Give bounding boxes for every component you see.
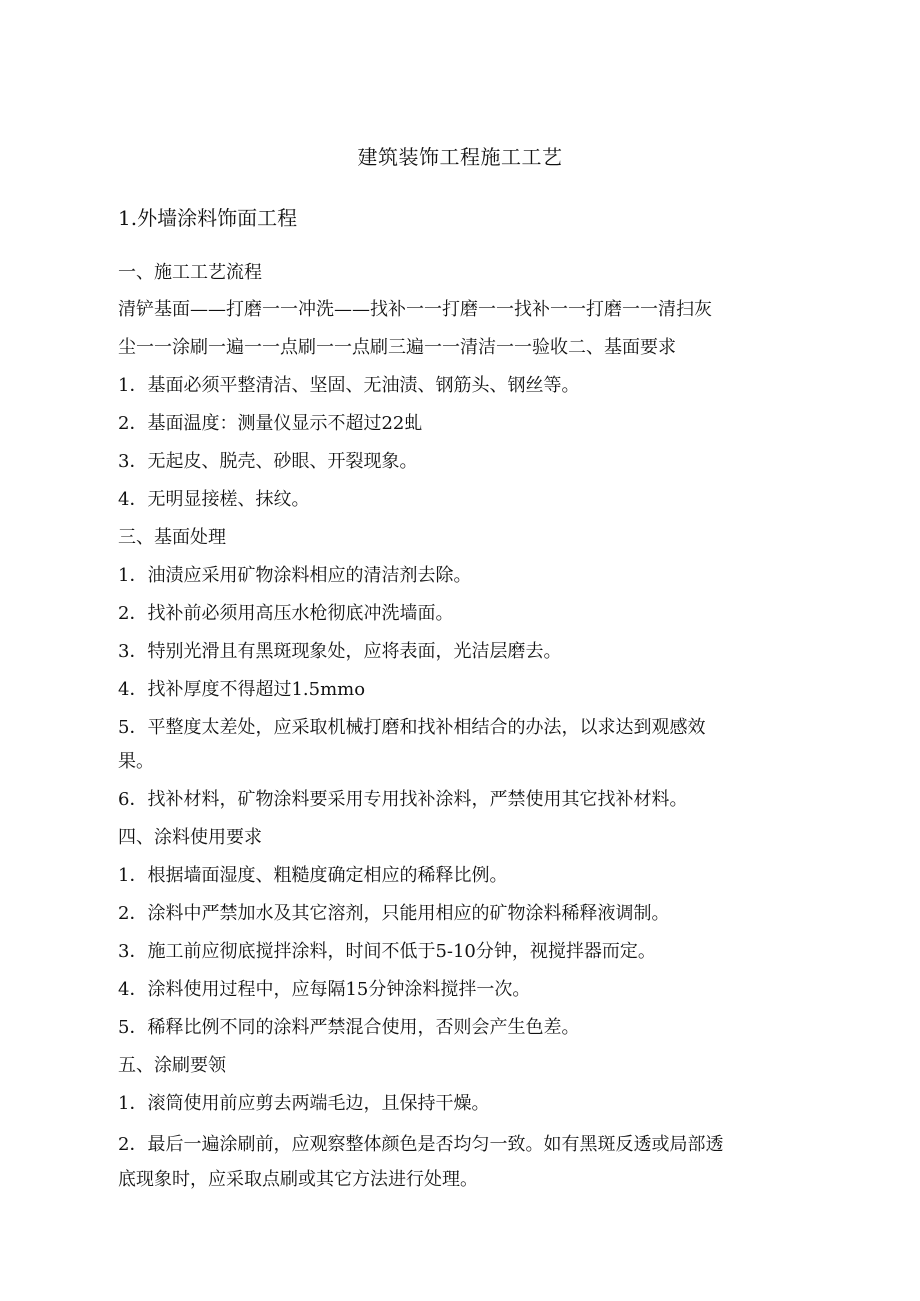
list-item: 6．找补材料，矿物涂料要采用专用找补涂料，严禁使用其它找补材料。 <box>118 789 688 810</box>
heading-base-treatment: 三、基面处理 <box>118 527 226 548</box>
list-item: 1．基面必须平整清洁、坚固、无油渍、钢筋头、钢丝等。 <box>118 375 580 396</box>
list-item: 3．特别光滑且有黑斑现象处，应将表面，光洁层磨去。 <box>118 641 562 662</box>
heading-painting-essentials: 五、涂刷要领 <box>118 1055 226 1076</box>
section-title: 1.外墙涂料饰面工程 <box>118 206 298 230</box>
list-item: 4．涂料使用过程中，应每隔15分钟涂料搅拌一次。 <box>118 979 531 1000</box>
document-title: 建筑装饰工程施工工艺 <box>357 145 563 169</box>
list-item: 4．找补厚度不得超过1.5mmo <box>118 679 366 700</box>
list-item: 5．平整度太差处，应采取机械打磨和找补相结合的办法，以求达到观感效 <box>118 717 706 738</box>
list-item: 1．滚筒使用前应剪去两端毛边，且保持干燥。 <box>118 1093 490 1114</box>
list-item-continuation: 果。 <box>118 751 154 772</box>
list-item: 1．油渍应采用矿物涂料相应的清洁剂去除。 <box>118 565 472 586</box>
list-item: 2．基面温度：测量仪显示不超过22虬 <box>118 413 423 434</box>
list-item: 2．最后一遍涂刷前，应观察整体颜色是否均匀一致。如有黑斑反透或局部透 <box>118 1134 724 1155</box>
list-item-continuation: 底现象时，应采取点刷或其它方法进行处理。 <box>118 1169 478 1190</box>
list-item: 2．找补前必须用高压水枪彻底冲洗墙面。 <box>118 603 454 624</box>
list-item: 4．无明显接槎、抹纹。 <box>118 489 310 510</box>
heading-process-flow: 一、施工工艺流程 <box>118 262 262 283</box>
list-item: 2．涂料中严禁加水及其它溶剂，只能用相应的矿物涂料稀释液调制。 <box>118 903 670 924</box>
process-flow-line-1: 清铲基面——打磨一一冲洗——找补一一打磨一一找补一一打磨一一清扫灰 <box>118 299 712 320</box>
list-item: 5．稀释比例不同的涂料严禁混合使用，否则会产生色差。 <box>118 1017 580 1038</box>
list-item: 1．根据墙面湿度、粗糙度确定相应的稀释比例。 <box>118 865 508 886</box>
list-item: 3．无起皮、脱壳、砂眼、开裂现象。 <box>118 451 418 472</box>
list-item: 3．施工前应彻底搅拌涂料，时间不低于5-10分钟，视搅拌器而定。 <box>118 941 656 962</box>
process-flow-line-2: 尘一一涂刷一遍一一点刷一一点刷三遍一一清洁一一验收二、基面要求 <box>118 337 676 358</box>
heading-coating-requirements: 四、涂料使用要求 <box>118 827 262 848</box>
